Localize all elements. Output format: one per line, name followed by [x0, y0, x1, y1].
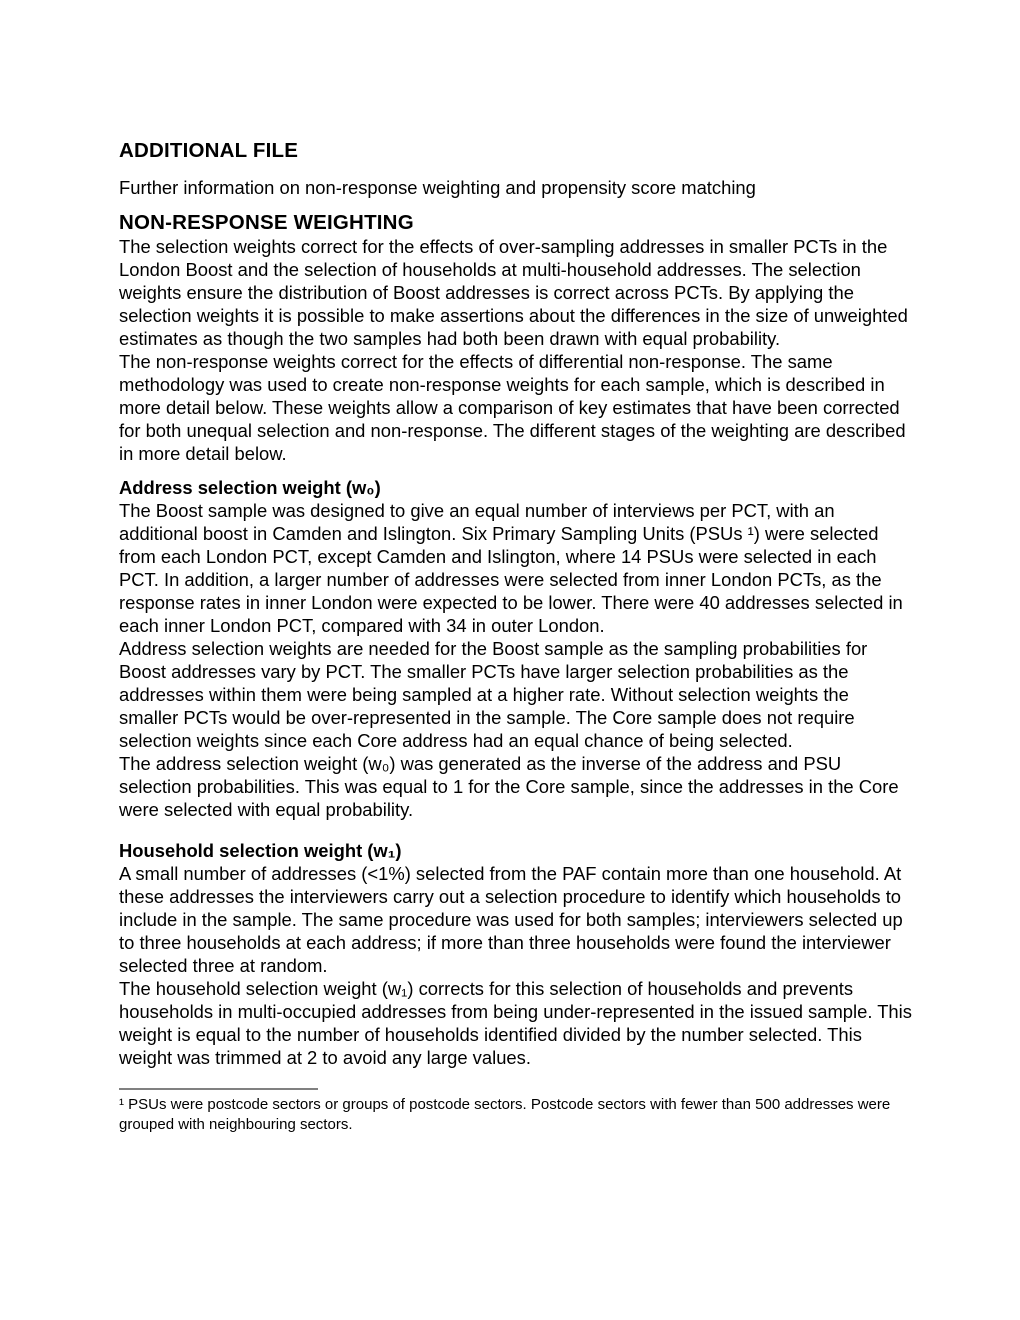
paragraph-non-response-weights: The non-response weights correct for the effects of differential non-response. The same methodology was used to create non-response weights for each sample, which is described in more detail below. These weights allow a comparison of key estimates that have been corrected for both unequal selection and non-response. The different stages of the weighting are described in more detail below.: [119, 351, 906, 464]
footnote-separator-rule: [119, 1088, 318, 1090]
document-content: [119, 139, 913, 1135]
document-subtitle: Further information on non-response weighting and propensity score matching: [119, 177, 756, 198]
footnote-psu-definition: ¹ PSUs were postcode sectors or groups of postcode sectors. Postcode sectors with fewer than 500 addresses were grouped with neighbouring sectors.: [119, 1096, 891, 1133]
paragraph-address-weight-generation: The address selection weight (w₀) was generated as the inverse of the address and PSU selection probabilities. This was equal to 1 for the Core sample, since the addresses in the Core were selected with equal probability.: [119, 753, 899, 820]
document-title: ADDITIONAL FILE: [119, 139, 299, 162]
subsection-heading-household-selection-weight: Household selection weight (w₁): [119, 840, 402, 861]
paragraph-selection-weights: The selection weights correct for the effects of over-sampling addresses in smaller PCTs in the London Boost and the selection of households at multi-household addresses. The selection weights ensure the distribution of Boost addresses is correct across PCTs. By applying the selection weights it is possible to make assertions about the differences in the size of unweighted estimates as though the two samples had both been drawn with equal probability.: [119, 236, 908, 349]
subsection-heading-address-selection-weight: Address selection weight (w₀): [119, 477, 381, 498]
paragraph-household-weight-correction: The household selection weight (w₁) corrects for this selection of households and prevents households in multi-occupied addresses from being under-represented in the issued sample. This weight is equal to the number of households identified divided by the number selected. This weight was trimmed at 2 to avoid any large values.: [119, 978, 912, 1068]
subsection-address-selection-weight: [119, 476, 913, 637]
subsection-household-selection-weight: [119, 839, 913, 977]
paragraph-multi-household-addresses: A small number of addresses (<1%) selected from the PAF contain more than one household. At these addresses the interviewers carry out a selection procedure to identify which households to include in the sample. The same procedure was used for both samples; interviewers selected up to three households at each address; if more than three households were found the interviewer selected three at random.: [119, 863, 903, 976]
section-heading-non-response-weighting: NON-RESPONSE WEIGHTING: [119, 211, 414, 234]
paragraph-boost-sample-design: The Boost sample was designed to give an equal number of interviews per PCT, with an additional boost in Camden and Islington. Six Primary Sampling Units (PSUs ¹) were selected from each London PCT, except Camden and Islington, where 14 PSUs were selected in each PCT. In addition, a larger number of addresses were selected from inner London PCTs, as the response rates in inner London were expected to be lower. There were 40 addresses selected in each inner London PCT, compared with 34 in outer London.: [119, 500, 903, 636]
paragraph-address-selection-weights-needed: Address selection weights are needed for the Boost sample as the sampling probabilities for Boost addresses vary by PCT. The smaller PCTs have larger selection probabilities as the addresses within them were being sampled at a higher rate. Without selection weights the smaller PCTs would be over-represented in the sample. The Core sample does not require selection weights since each Core address had an equal chance of being selected.: [119, 638, 868, 751]
